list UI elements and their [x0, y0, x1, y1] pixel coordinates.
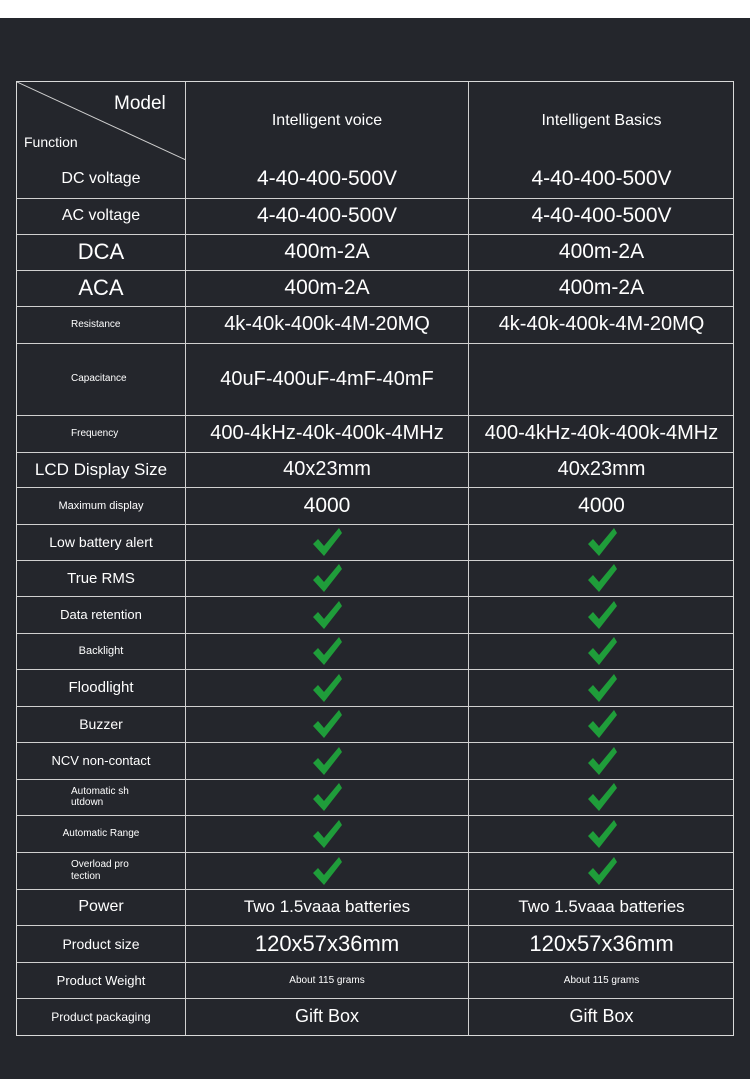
spec-value: Two 1.5vaaa batteries	[243, 897, 411, 916]
function-label-text: AC voltage	[61, 207, 141, 224]
column-header-intelligent-voice: Intelligent voice	[271, 112, 383, 129]
function-label	[17, 487, 185, 524]
column-header-intelligent-basics: Intelligent Basics	[541, 112, 662, 129]
function-label-text: Frequency	[71, 427, 119, 439]
function-label	[17, 633, 185, 669]
check-icon	[186, 852, 468, 889]
spec-value: 400m-2A	[284, 240, 370, 263]
function-label-text: ACA	[78, 275, 124, 300]
function-label	[17, 343, 185, 415]
spec-value	[469, 343, 734, 415]
function-label-text: Automatic Range	[62, 828, 140, 839]
check-icon	[469, 779, 734, 815]
function-label	[17, 452, 185, 487]
check-icon	[186, 633, 468, 669]
corner-model-label: Model	[114, 93, 166, 114]
spec-value: Gift Box	[569, 1006, 634, 1026]
spec-value: Gift Box	[294, 1006, 360, 1026]
spec-value: 4-40-400-500V	[256, 167, 398, 190]
function-label	[17, 742, 185, 779]
check-icon	[469, 742, 734, 779]
comparison-table	[16, 81, 734, 1036]
function-label	[17, 560, 185, 596]
spec-panel	[0, 18, 750, 1079]
function-label	[17, 234, 185, 270]
function-label	[17, 779, 185, 815]
check-icon	[469, 706, 734, 742]
function-label	[17, 524, 185, 560]
spec-value: 4-40-400-500V	[531, 204, 672, 227]
spec-value: 4k-40k-400k-4M-20MQ	[224, 313, 430, 335]
spec-value: 400m-2A	[558, 276, 645, 299]
function-label-text: NCV non-contact	[51, 753, 151, 768]
spec-value: 4k-40k-400k-4M-20MQ	[498, 313, 705, 335]
function-label-text: Backlight	[78, 645, 124, 657]
check-icon	[186, 779, 468, 815]
function-label	[17, 270, 185, 306]
function-label	[17, 306, 185, 343]
check-icon	[469, 669, 734, 706]
check-icon	[469, 852, 734, 889]
check-icon	[469, 596, 734, 633]
check-icon	[186, 815, 468, 852]
check-icon	[186, 669, 468, 706]
function-label-text: Low battery alert	[49, 534, 153, 550]
check-icon	[186, 524, 468, 560]
function-label-text: DC voltage	[61, 170, 141, 187]
function-label-text: Product packaging	[51, 1009, 151, 1024]
spec-value: 40uF-400uF-4mF-40mF	[220, 367, 434, 390]
function-label	[17, 962, 185, 998]
function-label	[17, 852, 185, 889]
check-icon	[469, 560, 734, 596]
spec-value: About 115 grams	[289, 974, 365, 986]
function-label-text: Data retention	[60, 607, 142, 622]
function-label-text: LCD Display Size	[34, 459, 168, 479]
function-label	[17, 415, 185, 452]
function-label	[17, 596, 185, 633]
check-icon	[186, 742, 468, 779]
function-label	[17, 889, 185, 925]
spec-value: 4000	[578, 493, 625, 517]
function-label	[17, 706, 185, 742]
function-label-text: Product size	[62, 935, 140, 952]
function-label	[17, 198, 185, 234]
spec-value: 400-4kHz-40k-400k-4MHz	[210, 422, 444, 444]
check-icon	[469, 633, 734, 669]
spec-value: 400m-2A	[284, 276, 370, 299]
check-icon	[186, 560, 468, 596]
spec-value: 40x23mm	[283, 458, 371, 480]
function-label-text: Resistance	[71, 318, 121, 330]
check-icon	[186, 596, 468, 633]
function-label	[17, 160, 185, 198]
check-icon	[469, 524, 734, 560]
function-label-text: Overload protection	[71, 859, 129, 882]
function-label	[17, 998, 185, 1035]
spec-value: Two 1.5vaaa batteries	[518, 897, 685, 916]
spec-value: 4-40-400-500V	[531, 167, 672, 190]
function-label-text: True RMS	[67, 569, 135, 587]
spec-value: 400-4kHz-40k-400k-4MHz	[484, 422, 719, 444]
function-label-text: Capacitance	[71, 373, 127, 385]
spec-value: 4-40-400-500V	[256, 204, 398, 227]
function-label-text: DCA	[77, 239, 125, 264]
function-label	[17, 669, 185, 706]
function-label-text: Product Weight	[56, 972, 146, 988]
spec-value: About 115 grams	[563, 974, 640, 986]
function-label-text: Automatic shutdown	[71, 785, 129, 808]
function-label-text: Buzzer	[79, 716, 123, 732]
check-icon	[469, 815, 734, 852]
function-label-text: Power	[78, 898, 124, 915]
function-label-text: Floodlight	[68, 679, 134, 696]
spec-value: 120x57x36mm	[529, 930, 674, 956]
spec-value: 400m-2A	[558, 240, 645, 263]
spec-value: 120x57x36mm	[254, 930, 400, 956]
function-label-text: Maximum display	[58, 499, 144, 512]
function-label	[17, 815, 185, 852]
corner-function-label: Function	[24, 134, 78, 150]
spec-value: 4000	[303, 493, 351, 517]
function-label	[17, 925, 185, 962]
spec-value: 40x23mm	[557, 458, 646, 480]
check-icon	[186, 706, 468, 742]
